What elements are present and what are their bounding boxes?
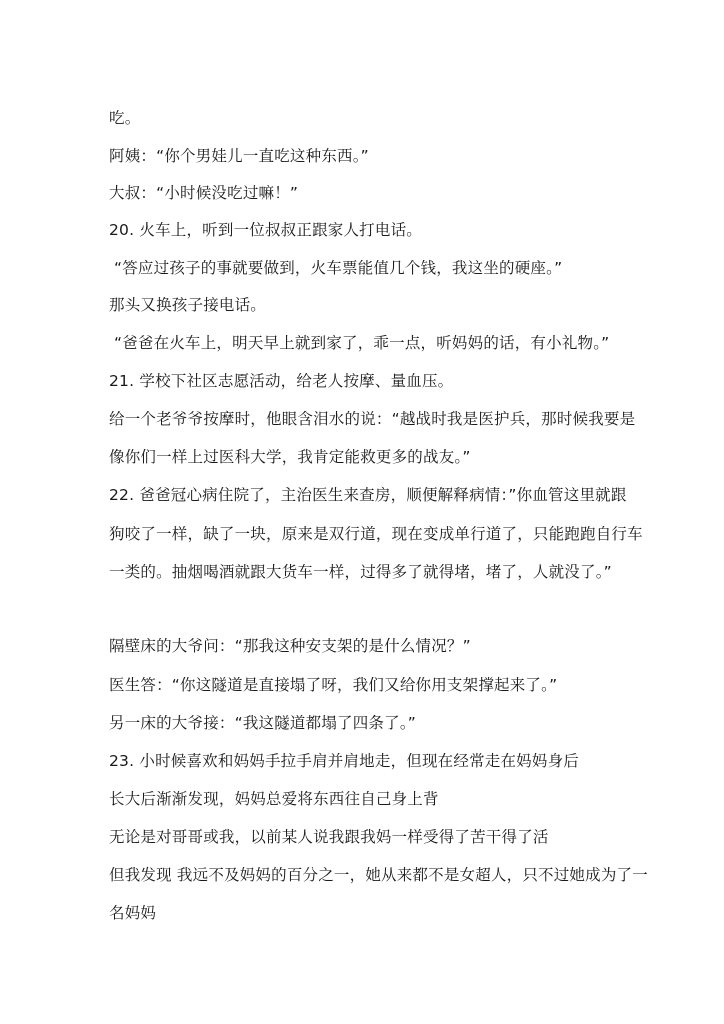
text-line: “爸爸在火车上，明天早上就到家了，乖一点，听妈妈的话，有小礼物。”: [114, 334, 610, 352]
text-line: 22. 爸爸冠心病住院了，主治医生来查房，顺便解释病情：”你血管这里就跟: [109, 486, 627, 504]
text-line: 23. 小时候喜欢和妈妈手拉手肩并肩地走，但现在经常走在妈妈身后: [109, 752, 579, 770]
text-line: 大叔：“小时候没吃过嘛！”: [109, 184, 299, 202]
text-line: 像你们一样上过医科大学，我肯定能救更多的战友。”: [109, 448, 471, 466]
text-line: 无论是对哥哥或我，以前某人说我跟我妈一样受得了苦干得了活: [109, 828, 549, 846]
text-line: 一类的。抽烟喝酒就跟大货车一样，过得多了就得堵，堵了，人就没了。”: [109, 563, 612, 581]
text-line: 给一个老爷爷按摩时，他眼含泪水的说：“越战时我是医护兵，那时候我要是: [109, 410, 636, 428]
text-line: 隔壁床的大爷问：“那我这种安支架的是什么情况？”: [109, 637, 471, 655]
text-line: 长大后渐渐发现，妈妈总爱将东西往自己身上背: [109, 790, 439, 808]
text-line: 阿姨：“你个男娃儿一直吃这种东西。”: [109, 147, 369, 165]
text-line: 那头又换孩子接电话。: [109, 296, 267, 314]
text-line: “答应过孩子的事就要做到，火车票能值几个钱，我这坐的硬座。”: [114, 259, 563, 277]
text-line: 医生答：“你这隧道是直接塌了呀，我们又给你用支架撑起来了。”: [109, 676, 558, 694]
text-line: 吃。: [109, 109, 141, 127]
text-line: 20. 火车上，听到一位叔叔正跟家人打电话。: [109, 221, 422, 239]
text-line: 狗咬了一样，缺了一块，原来是双行道，现在变成单行道了，只能跑跑自行车: [109, 525, 643, 543]
text-line: 21. 学校下社区志愿活动，给老人按摩、量血压。: [109, 372, 454, 390]
text-line: 另一床的大爷接：“我这隧道都塌了四条了。”: [109, 714, 417, 732]
text-line: 名妈妈: [109, 904, 157, 922]
text-line: 但我发现 我远不及妈妈的百分之一，她从来都不是女超人，只不过她成为了一: [109, 866, 648, 884]
